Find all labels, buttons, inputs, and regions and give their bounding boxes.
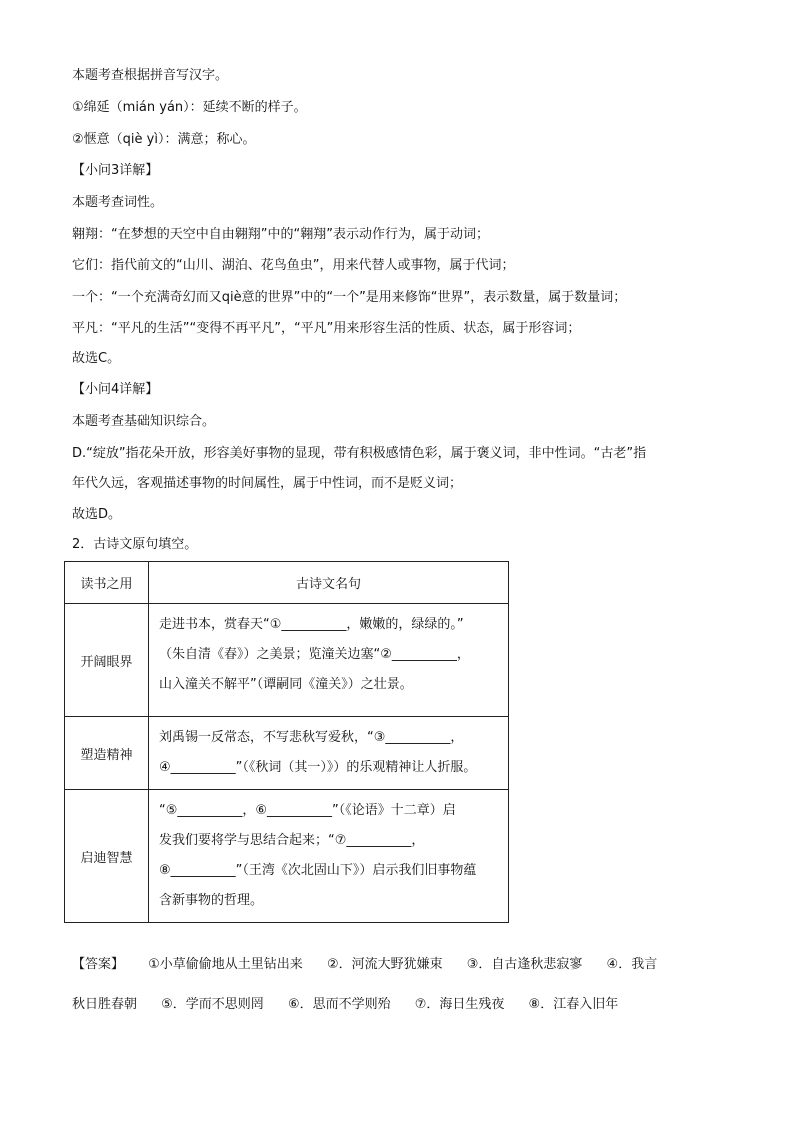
answer-item: ⑤．学而不思则罔 xyxy=(161,997,264,1012)
answer-item: ②．河流大野犹嫌束 xyxy=(326,957,443,972)
answer-item: ①小草偷偷地从土里钻出来 xyxy=(148,957,303,972)
table-category-cell: 塑造精神 xyxy=(65,717,149,790)
table-content-line: ④__________”（《秋词（其一）》）的乐观精神让人折服。 xyxy=(159,760,477,775)
poem-fill-table xyxy=(64,561,509,923)
answer-item: ③．自古逢秋悲寂寥 xyxy=(466,957,583,972)
table-content-line: （朱自清《春》）之美景；览潼关边塞“②__________， xyxy=(159,647,470,662)
section-heading: 【小问3详解】 xyxy=(72,163,159,178)
table-content-line: 走进书本，赏春天“①__________，嫩嫩的，绿绿的。” xyxy=(159,617,464,632)
table-content-line: 山入潼关不解平”（谭嗣同《潼关》）之壮景。 xyxy=(159,677,413,692)
table-content-line: ⑧__________”（王湾《次北固山下》）启示我们旧事物蕴 xyxy=(159,863,477,878)
answer-item: ⑦．海日生残夜 xyxy=(414,997,505,1012)
table-content-line: 刘禹锡一反常态，不写悲秋写爱秋，“③__________， xyxy=(159,730,464,745)
text-line: 本题考查基础知识综合。 xyxy=(72,414,216,429)
answer-item: 秋日胜春朝 xyxy=(72,997,138,1012)
text-line: 本题考查根据拼音写汉字。 xyxy=(72,68,229,83)
table-row xyxy=(65,790,509,923)
text-line: 一个：“一个充满奇幻而又qiè意的世界”中的“一个”是用来修饰“世界”，表示数量，属于数量词； xyxy=(72,290,627,305)
answer-line xyxy=(72,995,732,1015)
answer-item: ④．我言 xyxy=(606,957,658,972)
table-header-row xyxy=(65,562,509,604)
table-content-cell xyxy=(149,717,509,790)
text-line: D.“绽放”指花朵开放，形容美好事物的显现，带有积极感情色彩，属于褒义词，非中性词。“古老”指 xyxy=(72,446,647,461)
table-header-cell: 读书之用 xyxy=(65,562,149,604)
table-content-line: 含新事物的哲理。 xyxy=(159,893,264,908)
table-header-cell: 古诗文名句 xyxy=(149,562,509,604)
text-line: ②惬意（qiè yì）：满意；称心。 xyxy=(72,132,256,147)
question-title: 2．古诗文原句填空。 xyxy=(72,537,198,552)
table-category-cell: 启迪智慧 xyxy=(65,790,149,923)
table-content-cell xyxy=(149,604,509,717)
text-line: 翱翔：“在梦想的天空中自由翱翔”中的“翱翔”表示动作行为，属于动词； xyxy=(72,227,489,242)
text-line: 平凡：“平凡的生活”“变得不再平凡”，“平凡”用来形容生活的性质、状态，属于形容词； xyxy=(72,321,581,336)
table-content-cell xyxy=(149,790,509,923)
table-content-line: 发我们要将学与思结合起来；“⑦__________， xyxy=(159,833,425,848)
answer-label: 【答案】 xyxy=(72,957,125,972)
answer-line xyxy=(72,955,732,975)
text-line: 故选D。 xyxy=(72,507,122,522)
table-content-line: “⑤__________，⑥__________”（《论语》十二章）启 xyxy=(159,803,456,818)
answer-item: ⑥．思而不学则殆 xyxy=(287,997,391,1012)
table-row xyxy=(65,717,509,790)
answer-item: ⑧．江春入旧年 xyxy=(528,997,619,1012)
table-category-cell: 开阔眼界 xyxy=(65,604,149,717)
text-line: 故选C。 xyxy=(72,351,121,366)
text-line: 本题考查词性。 xyxy=(72,195,164,210)
text-line: 年代久远，客观描述事物的时间属性，属于中性词，而不是贬义词； xyxy=(72,476,463,491)
table-row xyxy=(65,604,509,717)
section-heading: 【小问4详解】 xyxy=(72,382,159,397)
text-line: ①绵延（mián yán）：延续不断的样子。 xyxy=(72,100,307,115)
text-line: 它们：指代前文的“山川、湖泊、花鸟鱼虫”，用来代替人或事物，属于代词； xyxy=(72,258,515,273)
